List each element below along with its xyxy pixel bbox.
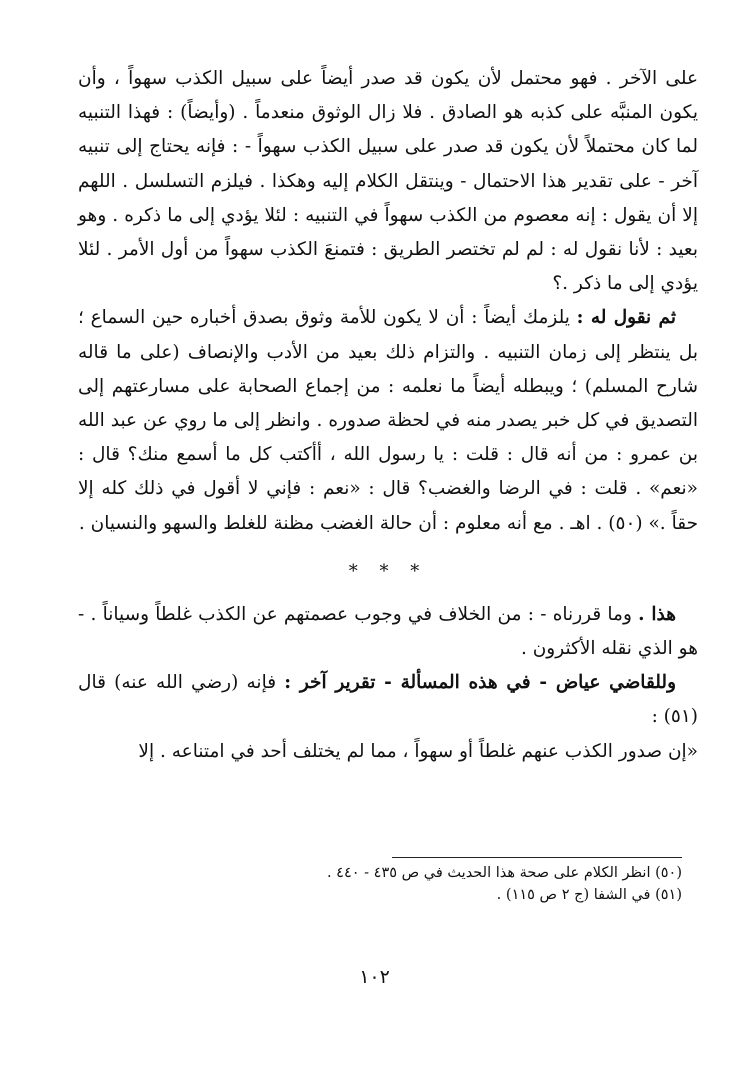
page-number: ١٠٢ [359, 966, 390, 988]
paragraph-2-text: يلزمك أيضاً : أن لا يكون للأمة وثوق بصدق أخباره حين السماع ؛ بل ينتظر إلى زمان التنبيه . والتزام ذلك بعيد من الأدب والإنصاف (على ما قاله شارح المسلم) ؛ ويبطله أيضاً ما نعلمه : من إجماع الصحابة على مسارعتهم إلى التصديق في كل خبر يصدر منه في لحظة صدوره . وانظر إلى ما روي عن عبد الله بن عمرو : من أنه قال : قلت : يا رسول الله ، أأكتب كل ما أسمع منك؟ قال : «نعم» . قلت : في الرضا والغضب؟ قال : «نعم : فإني لا أقول في ذلك كله إلا حقاً .» (٥٠) . اهـ . مع أنه معلوم : أن حالة الغضب مظنة للغلط والسهو والنسيان . [78, 307, 698, 534]
paragraph-2-lead: ثم نقول له : [576, 307, 676, 329]
footnote-divider [392, 857, 682, 858]
footnote-50: (٥٠) انظر الكلام على صحة هذا الحديث في ص ٤٣٥ - ٤٤٠ . [326, 865, 682, 881]
paragraph-4-text: فإنه (رضي الله عنه) قال (٥١) : [78, 672, 698, 728]
paragraph-2 [78, 301, 698, 540]
paragraph-4-lead: وللقاضي عياض - في هذه المسألة - تقرير آخر : [284, 672, 677, 694]
footnotes [200, 862, 682, 906]
paragraph-3-text: وما قررناه - : من الخلاف في وجوب عصمتهم عن الكذب غلطاً وسياناً . - هو الذي نقله الأكثرون . [78, 603, 698, 660]
paragraph-1-text: على الآخر . فهو محتمل لأن يكون قد صدر أيضاً على سبيل الكذب سهواً ، وأن يكون المنبَّه على كذبه هو الصادق . فلا زال الوثوق منعدماً . (وأيضاً) : فهذا التنبيه لما كان محتملاً لأن يكون قد صدر على سبيل الكذب سهواً - : فإنه يحتاج إلى تنبيه آخر - على تقدير هذا الاحتمال - وينتقل الكلام إليه وهكذا . فيلزم التسلسل . اللهم إلا أن يقول : إنه معصوم من الكذب سهواً في التنبيه : لئلا يؤدي إلى ما ذكره . وهو بعيد : لأنا نقول له : لم لم تختصر الطريق : فتمنعَ الكذب سهواً من أول الأمر . لئلا يؤدي إلى ما ذكر .؟ [78, 68, 698, 295]
paragraph-4 [78, 666, 698, 734]
page-body [78, 62, 698, 769]
paragraph-1 [78, 62, 698, 301]
paragraph-3 [78, 598, 698, 666]
footnote-51: (٥١) في الشفا (ج ٢ ص ١١٥) . [496, 887, 682, 903]
paragraph-5-text: «إن صدور الكذب عنهم غلطاً أو سهواً ، مما لم يختلف أحد في امتناعه . إلا [138, 740, 698, 762]
paragraph-5 [78, 735, 698, 769]
paragraph-3-lead: هذا . [638, 603, 676, 625]
section-separator: * * * [348, 560, 428, 582]
